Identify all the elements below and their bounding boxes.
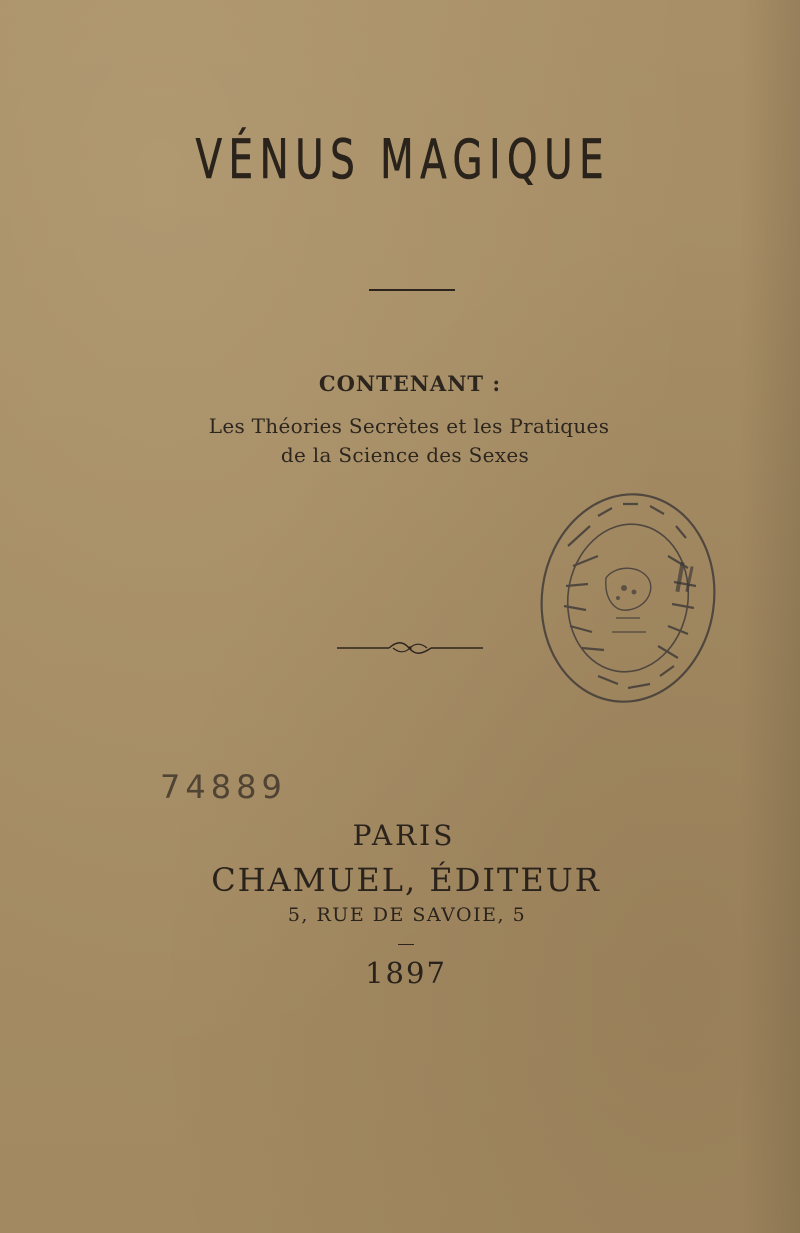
contents-heading: CONTENANT : bbox=[318, 371, 502, 396]
title-rule bbox=[369, 289, 455, 291]
year-rule bbox=[398, 944, 414, 945]
inventory-number: 74889 bbox=[160, 768, 287, 806]
book-title: VÉNUS MAGIQUE bbox=[195, 128, 611, 191]
publication-year: 1897 bbox=[365, 956, 447, 990]
subtitle-line-1: Les Théories Secrètes et les Pratiques bbox=[208, 414, 610, 438]
publisher-name: CHAMUEL, ÉDITEUR bbox=[211, 861, 601, 899]
ornamental-divider bbox=[337, 638, 483, 658]
library-stamp bbox=[528, 486, 728, 714]
publisher-address: 5, RUE DE SAVOIE, 5 bbox=[287, 904, 527, 926]
paper-edge-shadow bbox=[740, 0, 800, 1233]
subtitle-line-2: de la Science des Sexes bbox=[280, 443, 530, 467]
publication-city: PARIS bbox=[352, 819, 456, 852]
